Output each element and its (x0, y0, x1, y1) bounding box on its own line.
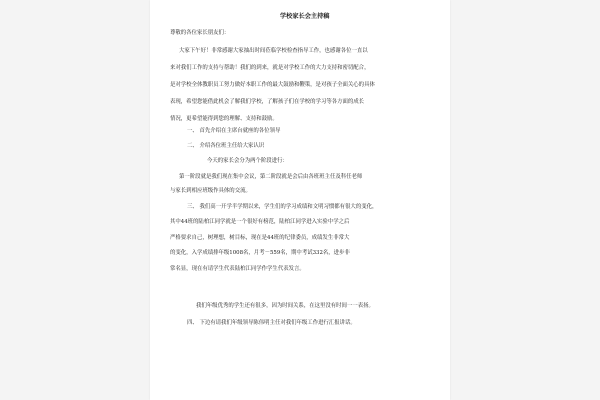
document-page (150, 0, 450, 400)
paragraph-line: 其中44班的陆柏江同学就是一个很好有榜范，陆柏江同学进入实验中学之后 (170, 219, 350, 225)
agenda-item-4: 四、 下边有请我们年级领导陈伟明主任对我们年级工作进行汇报讲话。 (187, 320, 356, 326)
agenda-item-1: 一、 首先介绍在主席台就座的各位领导 (187, 128, 281, 134)
document-title: 学校家长会主持稿 (280, 13, 330, 20)
agenda-item-2: 二、 介绍各位班主任给大家认识 (187, 143, 265, 149)
paragraph-line: 的变化，入学成绩排年级1008名，月考－559名，期中考试332名，进步非 (170, 250, 350, 256)
paragraph-line: 与家长到相应班级作具体的交流。 (170, 188, 251, 194)
paragraph-line: 来对我们工作的支持与帮助！我们的到来，就是对学校工作的大力支持和密切配合， (170, 65, 370, 71)
meeting-intro: 今天的家长会分为两个阶段进行： (207, 158, 288, 164)
paragraph-line: 严格要求自己，树理想，树目标，现在是44班的纪律委员，成绩发生非常大 (170, 235, 350, 241)
greeting: 尊敬的各位家长朋友们： (170, 30, 230, 36)
paragraph-line: 大家下午好！非常感谢大家抽出时间莅临学校检查指导工作，也感谢各位一直以 (179, 48, 368, 54)
paragraph-line: 是对学校全体教职员工努力做好本职工作的最大鼓励和鞭策，是对孩子全面关心的具体 (170, 82, 375, 88)
paragraph-line: 情况，更希望能得到您的理解、支持和鼓励。 (170, 116, 278, 122)
praise-line: 我们年级优秀的学生还有很多，因为时间关系，在这里没有时间一一表扬。 (196, 303, 374, 309)
paragraph-line: 表现，希望您能借此机会了解我们学校，了解孩子们在学校的学习等各方面的成长 (170, 99, 365, 105)
agenda-item-3: 三、 我们高一开学半学期以来，学生们的学习成绩和文明习惯都有很大的变化， (187, 204, 378, 210)
paragraph-line: 第一阶段就是我们现在集中会议，第二阶段就是会后由各班班主任及科任老师 (179, 174, 363, 180)
paragraph-line: 常名显，现在有请学生代表陆柏江同学作学生代表发言。 (170, 266, 305, 272)
